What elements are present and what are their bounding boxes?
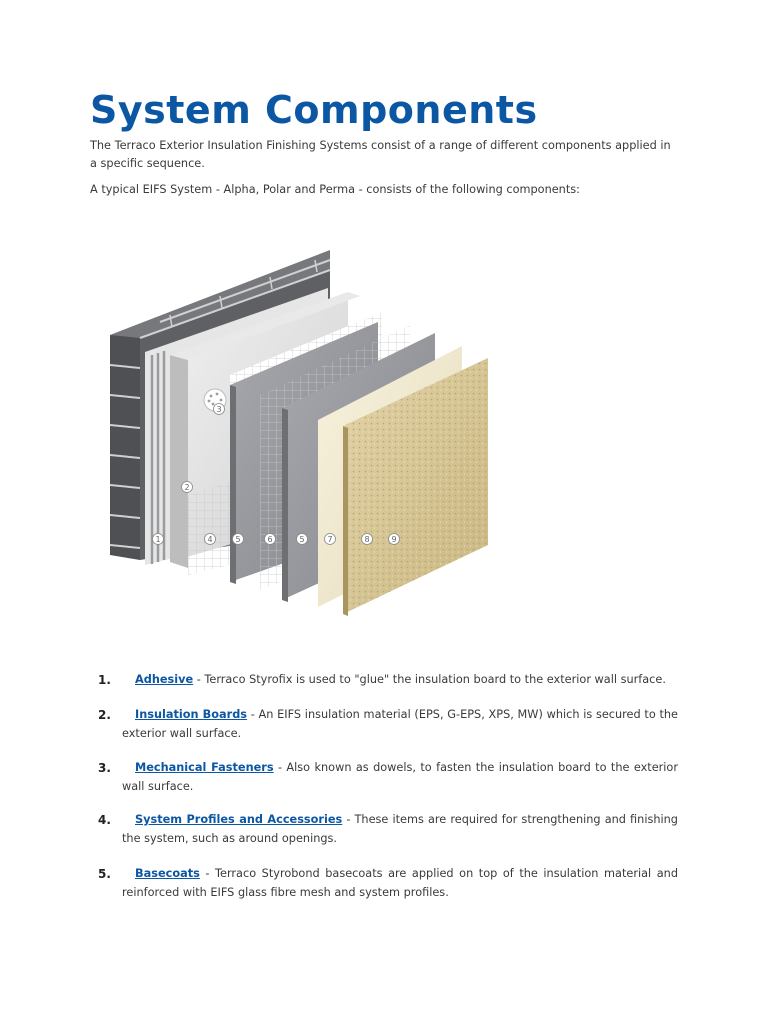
basecoats-link[interactable]: Basecoats [135,867,200,880]
list-item [98,759,678,796]
diagram-label-3: 3 [216,405,222,414]
eifs-layer-illustration [100,230,520,630]
list-item-text [122,811,678,848]
insulation-boards-link[interactable]: Insulation Boards [135,708,248,721]
diagram-marker-6 [265,534,276,545]
diagram-marker-9 [389,534,400,545]
list-item-description: - Terraco Styrofix is used to "glue" the insulation board to the exterior wall surface. [193,673,666,686]
list-item-text [122,759,678,796]
list-item-text [122,865,678,902]
subintro-paragraph: A typical EIFS System - Alpha, Polar and Perma - consists of the following components: [90,183,580,196]
list-number: 5. [98,867,111,881]
list-item [98,811,678,848]
list-item-description: - Also known as dowels, to fasten the insulation board to the exterior wall surface. [122,761,678,793]
diagram-label-8: 8 [364,535,370,544]
diagram-label-5a: 5 [235,535,241,544]
adhesive-link[interactable]: Adhesive [135,673,194,686]
eifs-layer-diagram [100,230,520,630]
diagram-marker-7 [325,534,336,545]
diagram-label-9: 9 [391,535,397,544]
page-title: System Components [90,88,538,132]
list-number: 1. [98,673,111,687]
list-item [98,706,678,743]
diagram-label-7: 7 [327,535,333,544]
list-number: 2. [98,708,111,722]
diagram-label-2: 2 [184,483,190,492]
diagram-marker-4 [205,534,216,545]
diagram-marker-2 [182,482,193,493]
list-item-description: - Terraco Styrobond basecoats are applied on top of the insulation material and reinforced with EIFS glass fibre mesh and system profiles. [122,867,678,899]
intro-paragraph: The Terraco Exterior Insulation Finishing Systems consist of a range of different components applied in a specific sequence. [90,139,671,170]
list-item [98,671,678,690]
diagram-marker-8 [362,534,373,545]
mechanical-fasteners-link[interactable]: Mechanical Fasteners [135,761,274,774]
list-item [98,865,678,902]
diagram-marker-5b [297,534,308,545]
list-number: 3. [98,761,111,775]
list-item-text [122,706,678,743]
diagram-marker-1 [153,534,164,545]
list-item-description: - An EIFS insulation material (EPS, G-EPS, XPS, MW) which is secured to the exterior wall surface. [122,708,678,740]
diagram-label-6: 6 [267,535,273,544]
diagram-marker-3 [214,404,225,415]
system-profiles-link[interactable]: System Profiles and Accessories [135,813,343,826]
list-item-text [122,671,678,690]
list-number: 4. [98,813,111,827]
list-item-description: - These items are required for strengthening and finishing the system, such as around openings. [122,813,678,845]
diagram-label-1: 1 [155,535,161,544]
diagram-marker-5a [233,534,244,545]
diagram-label-4: 4 [207,535,213,544]
diagram-label-5b: 5 [299,535,305,544]
